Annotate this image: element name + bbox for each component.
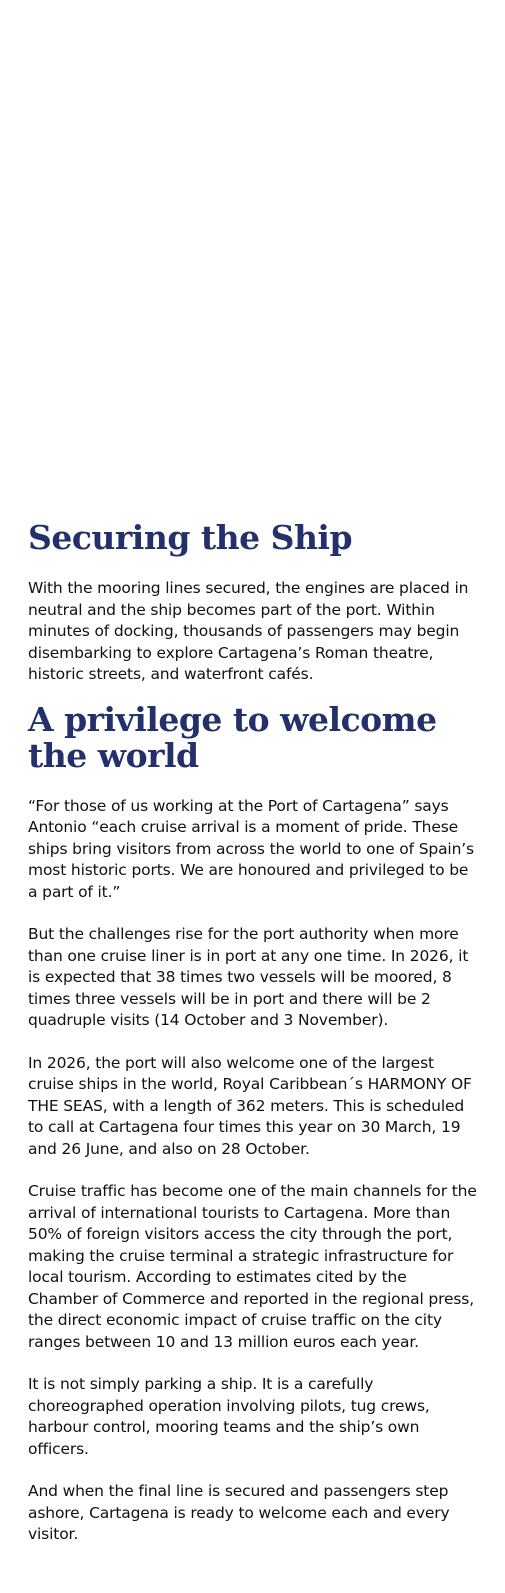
section-title-privilege <box>28 699 477 775</box>
section-title-privilege-line1: A privilege to welcome <box>28 699 437 739</box>
section-title-securing: Securing the Ship <box>28 518 353 557</box>
paragraph-traffic: Cruise traffic has become one of the main channels for the arrival of international tourists to Cartagena. More than 50% of foreign visitors access the city through the port, making the cruise terminal a strategic infrastructure for local tourism. According to estimates cited by the Chamber of Commerce and reported in the regional press, the direct economic impact of cruise traffic on the city ranges between 10 and 13 million euros each year. <box>28 1182 477 1351</box>
paragraph-quote: “For those of us working at the Port of Cartagena” says Antonio “each cruise arrival is a moment of pride. These ships bring visitors from across the world to one of Spain’s most historic ports. We are honoured and privileged to be a part of it.” <box>28 796 474 901</box>
paragraph-harmony: In 2026, the port will also welcome one of the largest cruise ships in the world, Royal Caribbean´s HARMONY OF THE SEAS, with a length of 362 meters. This is scheduled to call at Cartagena four times this year on 30 March, 19 and 26 June, and also on 28 October. <box>28 1053 472 1158</box>
section-paragraph-securing: With the mooring lines secured, the engines are placed in neutral and the ship becomes part of the port. Within minutes of docking, thousands of passengers may begin disembarking to explore Cartagena’s Roman theatre, historic streets, and waterfront cafés. <box>28 579 469 683</box>
paragraph-closing: And when the final line is secured and passengers step ashore, Cartagena is ready to welcome each and every visitor. <box>28 1482 450 1543</box>
section-title-privilege-line2: the world <box>28 735 199 775</box>
paragraph-challenges: But the challenges rise for the port authority when more than one cruise liner is in port at any one time. In 2026, it is expected that 38 times two vessels will be moored, 8 times three vessels will be in port and there will be 2 quadruple visits (14 October and 3 November). <box>28 925 469 1029</box>
blank-top-area <box>0 0 505 516</box>
paragraph-operation: It is not simply parking a ship. It is a carefully choreographed operation involving pilots, tug crews, harbour control, mooring teams and the ship’s own officers. <box>28 1375 430 1458</box>
article-body <box>0 520 505 1546</box>
